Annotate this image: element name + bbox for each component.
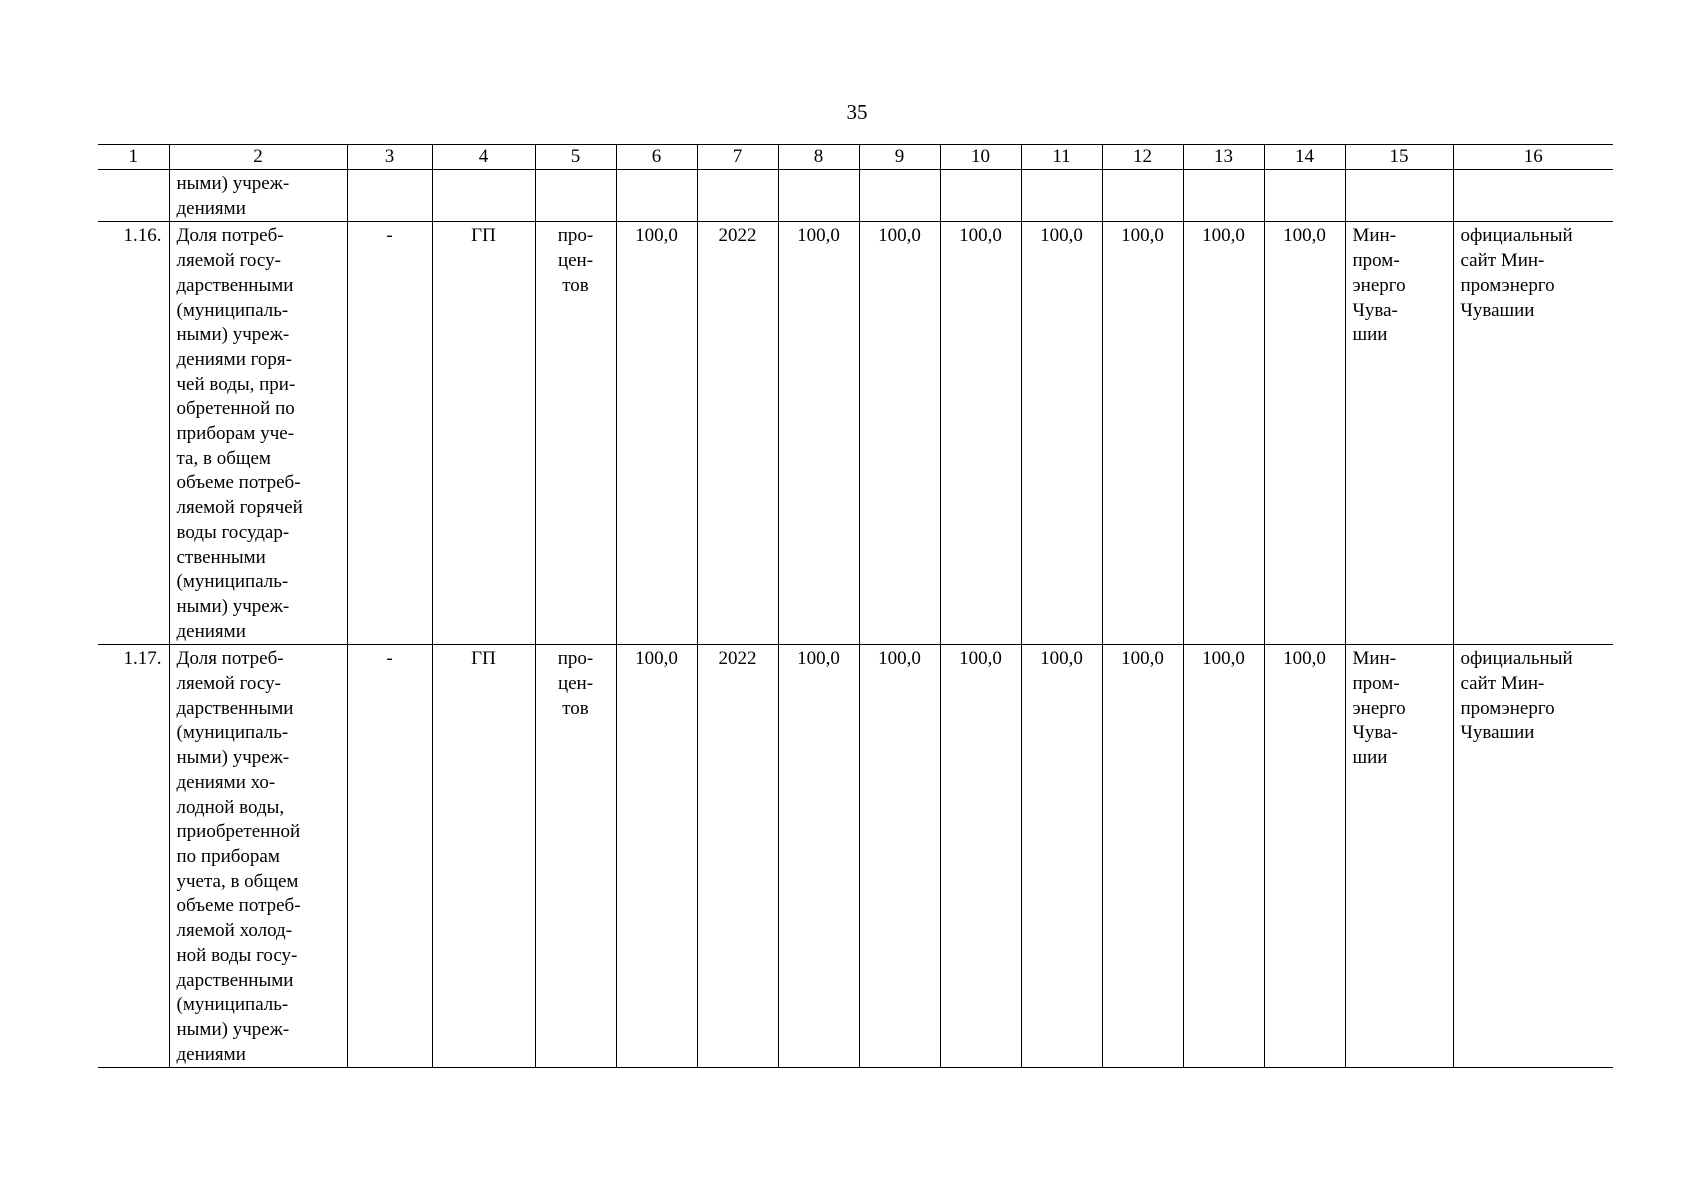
column-number-11: 11 <box>1021 145 1102 170</box>
table-row <box>98 222 1613 645</box>
cell-col-11: 100,0 <box>1021 645 1102 1068</box>
cell-col-13 <box>1183 170 1264 222</box>
cell-col-12 <box>1102 170 1183 222</box>
column-number-8: 8 <box>778 145 859 170</box>
cell-col-10 <box>940 170 1021 222</box>
cell-col-4: ГП <box>432 222 535 645</box>
column-number-12: 12 <box>1102 145 1183 170</box>
cell-col-11: 100,0 <box>1021 222 1102 645</box>
cell-col-6: 100,0 <box>616 645 697 1068</box>
responsible-cell: Мин- пром- энерго Чува- шии <box>1345 222 1453 645</box>
column-number-row <box>98 145 1613 170</box>
indicator-name: ными) учреж- дениями <box>169 170 347 222</box>
column-number-6: 6 <box>616 145 697 170</box>
cell-col-9 <box>859 170 940 222</box>
unit-cell <box>535 170 616 222</box>
cell-col-11 <box>1021 170 1102 222</box>
source-cell: официальный сайт Мин- промэнерго Чувашии <box>1453 222 1613 645</box>
cell-col-13: 100,0 <box>1183 645 1264 1068</box>
column-number-2: 2 <box>169 145 347 170</box>
row-number: 1.17. <box>98 645 169 1068</box>
column-number-9: 9 <box>859 145 940 170</box>
column-number-5: 5 <box>535 145 616 170</box>
cell-col-13: 100,0 <box>1183 222 1264 645</box>
column-number-14: 14 <box>1264 145 1345 170</box>
column-number-15: 15 <box>1345 145 1453 170</box>
page-number: 35 <box>846 100 868 124</box>
cell-col-8 <box>778 170 859 222</box>
row-number: 1.16. <box>98 222 169 645</box>
cell-col-3 <box>347 170 432 222</box>
cell-col-12: 100,0 <box>1102 222 1183 645</box>
responsible-cell <box>1345 170 1453 222</box>
cell-col-4: ГП <box>432 645 535 1068</box>
row-number <box>98 170 169 222</box>
source-cell <box>1453 170 1613 222</box>
cell-col-9: 100,0 <box>859 645 940 1068</box>
indicator-name: Доля потреб- ляемой госу- дарственными (муниципаль- ными) учреж- дениями хо- лодной воды, приобретенной по приборам учета, в общем объеме потреб- ляемой холод- ной воды госу- дарственными (муниципаль- ными) учреж- дениями <box>169 645 347 1068</box>
column-number-3: 3 <box>347 145 432 170</box>
unit-cell: про- цен- тов <box>535 645 616 1068</box>
table-row <box>98 170 1613 222</box>
cell-col-6 <box>616 170 697 222</box>
column-number-4: 4 <box>432 145 535 170</box>
source-cell: официальный сайт Мин- промэнерго Чувашии <box>1453 645 1613 1068</box>
column-number-1: 1 <box>98 145 169 170</box>
column-number-16: 16 <box>1453 145 1613 170</box>
cell-col-8: 100,0 <box>778 222 859 645</box>
cell-col-14: 100,0 <box>1264 645 1345 1068</box>
cell-col-6: 100,0 <box>616 222 697 645</box>
cell-col-3: - <box>347 645 432 1068</box>
cell-col-12: 100,0 <box>1102 645 1183 1068</box>
cell-col-14 <box>1264 170 1345 222</box>
column-number-7: 7 <box>697 145 778 170</box>
cell-col-7: 2022 <box>697 645 778 1068</box>
column-number-13: 13 <box>1183 145 1264 170</box>
table-row <box>98 645 1613 1068</box>
indicator-name: Доля потреб- ляемой госу- дарственными (муниципаль- ными) учреж- дениями горя- чей воды, при- обретенной по приборам уче- та, в общем объеме потреб- ляемой горячей воды государ- ственными (муниципаль- ными) учреж- дениями <box>169 222 347 645</box>
cell-col-7: 2022 <box>697 222 778 645</box>
cell-col-9: 100,0 <box>859 222 940 645</box>
cell-col-7 <box>697 170 778 222</box>
cell-col-14: 100,0 <box>1264 222 1345 645</box>
cell-col-8: 100,0 <box>778 645 859 1068</box>
column-number-10: 10 <box>940 145 1021 170</box>
unit-cell: про- цен- тов <box>535 222 616 645</box>
cell-col-10: 100,0 <box>940 222 1021 645</box>
cell-col-3: - <box>347 222 432 645</box>
responsible-cell: Мин- пром- энерго Чува- шии <box>1345 645 1453 1068</box>
cell-col-10: 100,0 <box>940 645 1021 1068</box>
indicators-table <box>98 144 1613 1068</box>
cell-col-4 <box>432 170 535 222</box>
